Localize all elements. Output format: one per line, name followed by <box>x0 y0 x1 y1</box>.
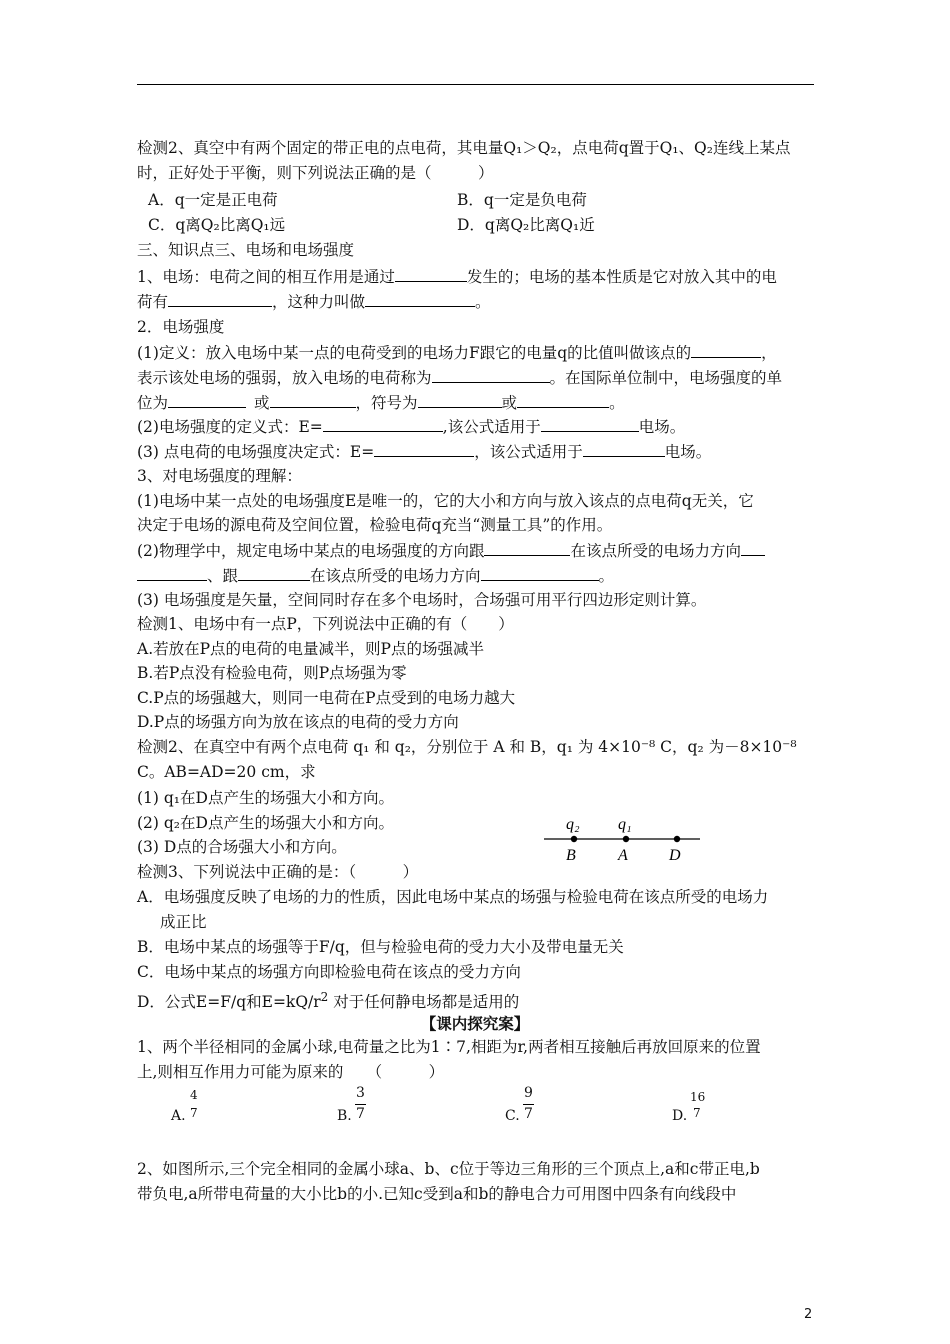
check2-part2: (2) q₂在D点产生的场强大小和方向。 <box>137 814 394 832</box>
text: 对于任何静电场都是适用的 <box>328 993 520 1012</box>
q2-stem-line2: 时，正好处于平衡，则下列说法正确的是（ ） <box>137 164 494 182</box>
option-numerator: 4 <box>190 1088 198 1102</box>
understanding-3: (3) 电场强度是矢量，空间同时存在多个电场时，合场强可用平行四边形定则计算。 <box>137 591 707 609</box>
subheading-field-strength: 2．电场强度 <box>137 318 225 336</box>
text: (1)定义：放入电场中某一点的电荷受到的电场力F跟它的电量q的比值叫做该点的 <box>137 344 692 362</box>
text: (3) 点电荷的电场强度决定式：E= <box>137 443 375 461</box>
text: ,该公式适用于 <box>442 418 541 436</box>
option-c <box>505 1085 565 1129</box>
fraction-bar <box>355 1104 366 1105</box>
label-q2: q₂ <box>566 816 580 833</box>
option-numerator: 16 <box>690 1090 706 1104</box>
point-charge-formula <box>137 441 711 462</box>
definition-line1 <box>137 342 777 363</box>
blank <box>691 342 761 358</box>
check1-option-a: A.若放在P点的电荷的电量减半，则P点的场强减半 <box>137 640 484 658</box>
understanding-heading: 3、对电场强度的理解： <box>137 467 302 485</box>
blank <box>270 392 356 408</box>
charge-line-figure <box>540 812 705 864</box>
check2-part1: (1) q₁在D点产生的场强大小和方向。 <box>137 789 394 807</box>
check1-option-b: B.若P点没有检验电荷，则P点场强为零 <box>137 664 407 682</box>
text: 。 <box>609 394 625 412</box>
understanding-2-line1 <box>137 540 765 561</box>
q2-option-a: A．q一定是正电荷 <box>148 191 278 209</box>
text: 电场。 <box>664 443 712 461</box>
blank <box>137 565 207 581</box>
option-denominator: 7 <box>356 1106 365 1122</box>
blank <box>541 416 639 432</box>
check2-stem-line1: 检测2、在真空中有两个点电荷 q₁ 和 q₂，分别位于 A 和 B，q₁ 为 4×10⁻⁸ C，q₂ 为－8×10⁻⁸ <box>137 738 797 756</box>
fraction-bar <box>523 1104 534 1105</box>
option-numerator: 9 <box>524 1085 533 1101</box>
blank <box>395 266 467 282</box>
check3-option-c: C．电场中某点的场强方向即检验电荷在该点的受力方向 <box>137 963 521 981</box>
blank <box>481 565 599 581</box>
text: ，符号为 <box>355 394 418 412</box>
text: 表示该处电场的强弱，放入电场的电荷称为 <box>137 369 432 387</box>
understanding-1-line2: 决定于电场的源电荷及空间位置，检验电荷q充当“测量工具”的作用。 <box>137 516 613 534</box>
text: 或 <box>254 394 270 412</box>
option-label: C. <box>505 1108 520 1124</box>
definition-formula <box>137 416 685 437</box>
text: 或 <box>501 394 518 412</box>
point-b <box>571 836 577 842</box>
text: 。 <box>475 293 491 311</box>
field-definition-line1 <box>137 266 777 287</box>
understanding-2-line2 <box>137 565 614 586</box>
field-definition-line2 <box>137 291 491 312</box>
check3-option-d <box>137 987 519 1012</box>
option-numerator: 3 <box>356 1085 365 1101</box>
option-label: D. <box>672 1108 688 1124</box>
inclass-q2-line1: 2、如图所示,三个完全相同的金属小球a、b、c位于等边三角形的三个顶点上,a和c带正电,b <box>137 1160 760 1178</box>
superscript: 2 <box>320 990 329 1004</box>
understanding-1-line1: (1)电场中某一点处的电场强度E是唯一的，它的大小和方向与放入该点的点电荷q无关，它 <box>137 492 754 510</box>
check3-stem: 检测3、下列说法中正确的是：（ ） <box>137 863 419 881</box>
option-denominator: 7 <box>524 1106 533 1122</box>
blank <box>484 540 570 556</box>
check1-option-d: D.P点的场强方向为放在该点的电荷的受力方向 <box>137 713 459 731</box>
text: ，这种力叫做 <box>272 293 366 311</box>
inclass-q1-line2: 上,则相互作用力可能为原来的 （ ） <box>137 1063 445 1081</box>
label-q1: q₁ <box>618 816 632 833</box>
text: 位为 <box>137 394 169 412</box>
q2-option-c: C．q离Q₂比离Q₁远 <box>148 216 286 234</box>
blank <box>323 416 443 432</box>
check1-option-c: C.P点的场强越大，则同一电荷在P点受到的电场力越大 <box>137 689 516 707</box>
blank <box>374 441 474 457</box>
text: (2)电场强度的定义式：E= <box>137 418 323 436</box>
inclass-q2-line2: 带负电,a所带电荷量的大小比b的小.已知c受到a和b的静电合力可用图中四条有向线段中 <box>137 1185 737 1203</box>
definition-line2 <box>137 367 782 388</box>
option-denominator: 7 <box>190 1106 198 1120</box>
check3-option-a-line2: 成正比 <box>160 913 207 931</box>
inclass-q1-line1: 1、两个半径相同的金属小球,电荷量之比为1∶7,相距为r,两者相互接触后再放回原来的位置 <box>137 1038 761 1056</box>
label-d: D <box>669 847 681 864</box>
option-label: A. <box>171 1108 186 1124</box>
check3-option-b: B．电场中某点的场强等于F/q，但与检验电荷的受力大小及带电量无关 <box>137 938 624 956</box>
blank <box>583 441 665 457</box>
check1-stem: 检测1、电场中有一点P，下列说法中正确的有（ ） <box>137 615 514 633</box>
blank <box>418 392 502 408</box>
blank <box>168 392 246 408</box>
text: 、跟 <box>207 567 239 585</box>
option-d <box>672 1090 732 1130</box>
blank <box>517 392 609 408</box>
q2-option-b: B．q一定是负电荷 <box>457 191 587 209</box>
text: 1、电场：电荷之间的相互作用是通过 <box>137 268 395 286</box>
label-b: B <box>566 847 576 864</box>
text: (2)物理学中，规定电场中某点的电场强度的方向跟 <box>137 542 485 560</box>
text: 荷有 <box>137 293 169 311</box>
text: ， <box>761 344 777 362</box>
blank <box>432 367 550 383</box>
page-number: 2 <box>804 1307 813 1322</box>
label-a: A <box>618 847 628 864</box>
point-d <box>674 836 680 842</box>
option-b <box>337 1085 397 1129</box>
blank <box>741 540 765 556</box>
q2-option-d: D．q离Q₂比离Q₁近 <box>457 216 595 234</box>
text: 发生的；电场的基本性质是它对放入其中的电 <box>466 268 777 286</box>
check3-option-a-line1: A．电场强度反映了电场的力的性质，因此电场中某点的场强与检验电荷在该点所受的电场力 <box>137 888 769 906</box>
section-title-inclass: 【课内探究案】 <box>420 1014 530 1033</box>
text: 。在国际单位制中，电场强度的单 <box>549 369 783 387</box>
section-heading: 三、知识点三、电场和电场强度 <box>137 241 355 259</box>
blank <box>365 291 475 307</box>
check2-stem-line2: C。AB=AD=20 cm，求 <box>137 763 316 781</box>
text: ，该公式适用于 <box>474 443 583 461</box>
blank <box>238 565 310 581</box>
option-a <box>171 1088 231 1128</box>
option-denominator: 7 <box>693 1106 701 1120</box>
check2-part3: (3) D点的合场强大小和方向。 <box>137 838 347 856</box>
text: 在该点所受的电场力方向 <box>310 567 481 585</box>
blank <box>168 291 272 307</box>
option-label: B. <box>337 1108 352 1124</box>
text: D．公式E=F/q和E=kQ/r <box>137 993 321 1012</box>
text: 。 <box>598 567 615 585</box>
point-a <box>623 836 629 842</box>
definition-line3 <box>137 392 625 413</box>
text: 在该点所受的电场力方向 <box>570 542 741 560</box>
q2-stem-line1: 检测2、真空中有两个固定的带正电的点电荷，其电量Q₁＞Q₂，点电荷q置于Q₁、Q₂连线上某点 <box>137 139 791 157</box>
text: 电场。 <box>638 418 686 436</box>
header-rule <box>137 84 814 85</box>
